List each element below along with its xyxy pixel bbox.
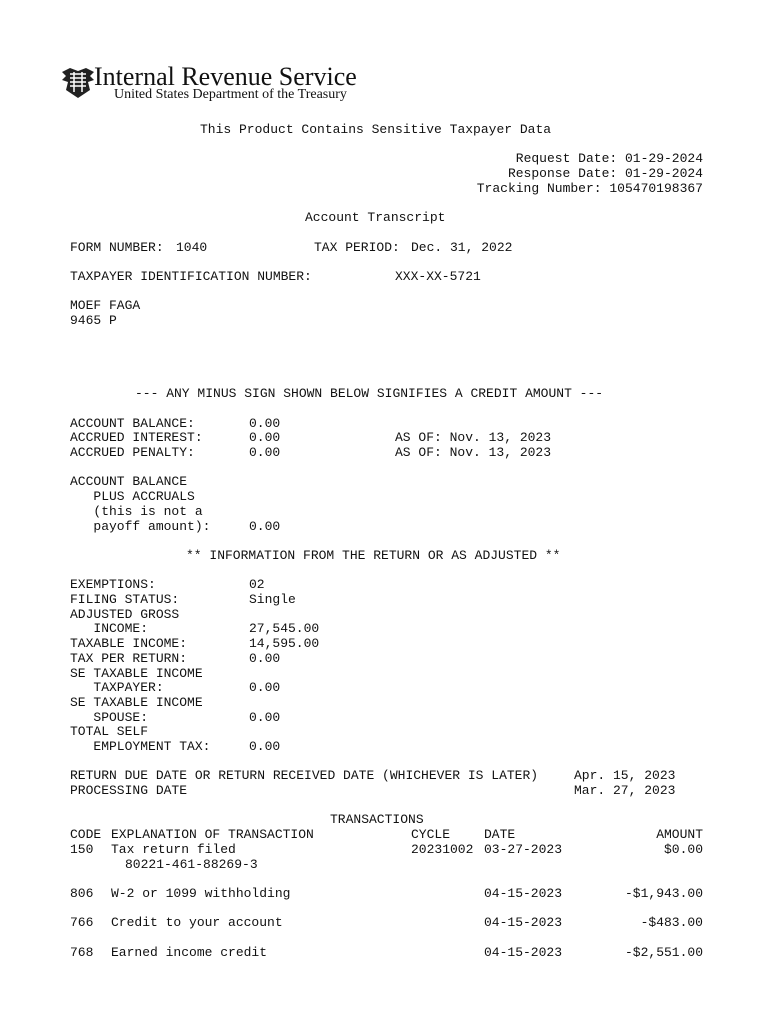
tin-value: XXX-XX-5721	[395, 269, 481, 284]
agi-label-1: ADJUSTED GROSS	[70, 607, 180, 622]
se-taxpayer-value: 0.00	[249, 680, 281, 695]
exemptions-label: EXEMPTIONS:	[70, 577, 156, 592]
transaction-amount: $0.00	[663, 842, 703, 857]
transaction-date: 04-15-2023	[484, 915, 563, 930]
agi-label-2: INCOME:	[70, 621, 149, 636]
plus-accruals-label-3: (this is not a	[70, 504, 203, 519]
tax-per-return-value: 0.00	[249, 651, 281, 666]
account-balance-label: ACCOUNT BALANCE:	[70, 416, 195, 431]
return-info-notice: ** INFORMATION FROM THE RETURN OR AS ADJUSTED **	[186, 548, 561, 563]
se-spouse-label-1: SE TAXABLE INCOME	[70, 695, 203, 710]
form-number-label: FORM NUMBER:	[70, 240, 164, 255]
tin-label: TAXPAYER IDENTIFICATION NUMBER:	[70, 269, 312, 284]
agency-name: Internal Revenue Service	[94, 62, 357, 91]
transaction-amount: -$2,551.00	[624, 945, 703, 960]
exemptions-value: 02	[249, 577, 265, 592]
transaction-amount: -$1,943.00	[624, 886, 703, 901]
transactions-heading: TRANSACTIONS	[330, 812, 424, 827]
tracking-number: Tracking Number: 105470198367	[476, 181, 703, 196]
plus-accruals-label-4: payoff amount):	[70, 519, 211, 534]
se-taxpayer-label-1: SE TAXABLE INCOME	[70, 666, 203, 681]
plus-accruals-label-1: ACCOUNT BALANCE	[70, 474, 188, 489]
transaction-amount: -$483.00	[640, 915, 703, 930]
taxpayer-address: 9465 P	[70, 313, 117, 328]
col-amount-header: AMOUNT	[656, 827, 703, 842]
transaction-explanation: Earned income credit	[111, 945, 268, 960]
filing-status-value: Single	[249, 592, 296, 607]
transaction-cycle: 20231002	[411, 842, 474, 857]
return-due-value: Apr. 15, 2023	[574, 768, 676, 783]
tax-per-return-label: TAX PER RETURN:	[70, 651, 188, 666]
total-se-value: 0.00	[249, 739, 281, 754]
processing-date-value: Mar. 27, 2023	[574, 783, 676, 798]
transaction-code: 806	[70, 886, 94, 901]
col-explanation-header: EXPLANATION OF TRANSACTION	[111, 827, 314, 842]
sensitive-notice: This Product Contains Sensitive Taxpayer Data	[200, 122, 552, 137]
se-taxpayer-label-2: TAXPAYER:	[70, 680, 164, 695]
processing-date-label: PROCESSING DATE	[70, 783, 188, 798]
transaction-explanation: Credit to your account	[111, 915, 283, 930]
agi-value: 27,545.00	[249, 621, 320, 636]
se-spouse-label-2: SPOUSE:	[70, 710, 149, 725]
transaction-date: 04-15-2023	[484, 945, 563, 960]
col-code-header: CODE	[70, 827, 102, 842]
return-due-label: RETURN DUE DATE OR RETURN RECEIVED DATE (WHICHEVER IS LATER)	[70, 768, 539, 783]
transaction-code: 150	[70, 842, 94, 857]
accrued-penalty-label: ACCRUED PENALTY:	[70, 445, 195, 460]
transaction-explanation: W-2 or 1099 withholding	[111, 886, 291, 901]
total-se-label-1: TOTAL SELF	[70, 724, 149, 739]
accrued-interest-value: 0.00	[249, 430, 281, 445]
accrued-penalty-value: 0.00	[249, 445, 281, 460]
transaction-code: 768	[70, 945, 94, 960]
irs-logo	[60, 62, 380, 106]
accrued-penalty-asof: AS OF: Nov. 13, 2023	[395, 445, 552, 460]
taxpayer-name: MOEF FAGA	[70, 298, 141, 313]
transaction-code: 766	[70, 915, 94, 930]
transaction-date: 03-27-2023	[484, 842, 563, 857]
department-name: United States Department of the Treasury	[114, 87, 347, 102]
tax-period-value: Dec. 31, 2022	[411, 240, 513, 255]
accrued-interest-asof: AS OF: Nov. 13, 2023	[395, 430, 552, 445]
credit-notice: --- ANY MINUS SIGN SHOWN BELOW SIGNIFIES A CREDIT AMOUNT ---	[135, 386, 604, 401]
irs-eagle-icon	[60, 64, 96, 100]
plus-accruals-value: 0.00	[249, 519, 281, 534]
account-balance-value: 0.00	[249, 416, 281, 431]
col-cycle-header: CYCLE	[411, 827, 451, 842]
taxable-income-label: TAXABLE INCOME:	[70, 636, 188, 651]
response-date: Response Date: 01-29-2024	[507, 166, 703, 181]
taxable-income-value: 14,595.00	[249, 636, 320, 651]
accrued-interest-label: ACCRUED INTEREST:	[70, 430, 203, 445]
transaction-sub: 80221-461-88269-3	[125, 857, 258, 872]
col-date-header: DATE	[484, 827, 516, 842]
request-date: Request Date: 01-29-2024	[515, 151, 703, 166]
total-se-label-2: EMPLOYMENT TAX:	[70, 739, 211, 754]
plus-accruals-label-2: PLUS ACCRUALS	[70, 489, 195, 504]
filing-status-label: FILING STATUS:	[70, 592, 180, 607]
tax-period-label: TAX PERIOD:	[314, 240, 400, 255]
se-spouse-value: 0.00	[249, 710, 281, 725]
page-title: Account Transcript	[305, 210, 446, 225]
transaction-explanation: Tax return filed	[111, 842, 236, 857]
form-number-value: 1040	[176, 240, 208, 255]
transaction-date: 04-15-2023	[484, 886, 563, 901]
